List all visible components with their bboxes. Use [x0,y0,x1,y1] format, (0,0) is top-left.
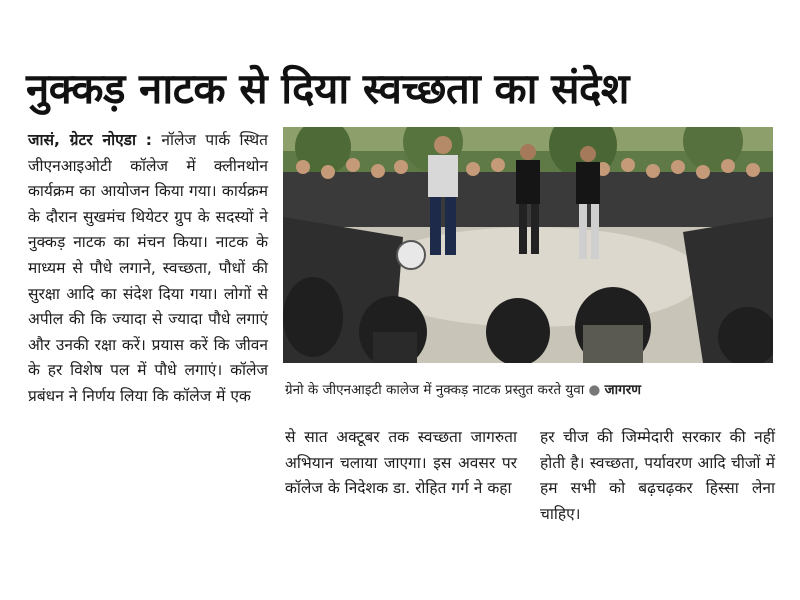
article-column-2: से सात अक्टूबर तक स्वच्छता जागरुता अभियान चलाया जाएगा। इस अवसर पर कॉलेज के निदेशक डा. रोहित गर्ग ने कहा [285,428,517,498]
photo-credit: जागरण [604,382,642,398]
article-column-3: हर चीज की जिम्मेदारी सरकार की नहीं होती है। स्वच्छता, पर्यावरण आदि चीजों में हम सभी को बढ़चढ़कर हिस्सा लेना चाहिए। [540,428,775,523]
headline: नुक्कड़ नाटक से दिया स्वच्छता का संदेश [26,64,629,113]
bullet-icon: ● [588,382,601,398]
article-column-1 [28,128,268,410]
article-text-column-1: नॉलेज पार्क स्थित जीएनआइओटी कॉलेज में क्लीनथोन कार्यक्रम का आयोजन किया गया। कार्यक्रम के दौरान सुखमंच थियेटर ग्रुप के सदस्यों ने नुक्कड़ नाटक का मंचन किया। नाटक के माध्यम से पौधे लगाने, स्वच्छता, पौधों की सुरक्षा आदि का संदेश दिया गया। लोगों से अपील की कि ज्यादा से ज्यादा पौधे लगाएं और उनकी रक्षा करें। प्रयास करें कि जीवन के हर विशेष पल में पौधे लगाएं। कॉलेज प्रबंधन ने निर्णय लिया कि कॉलेज में एक [28,131,268,405]
photo-caption [285,375,775,405]
street-play-photo [283,127,773,363]
caption-text: ग्रेनो के जीएनआइटी कालेज में नुक्कड़ नाटक प्रस्तुत करते युवा [285,382,585,398]
dateline: जासं, ग्रेटर नोएडा : [28,131,153,149]
news-photo [283,127,773,363]
